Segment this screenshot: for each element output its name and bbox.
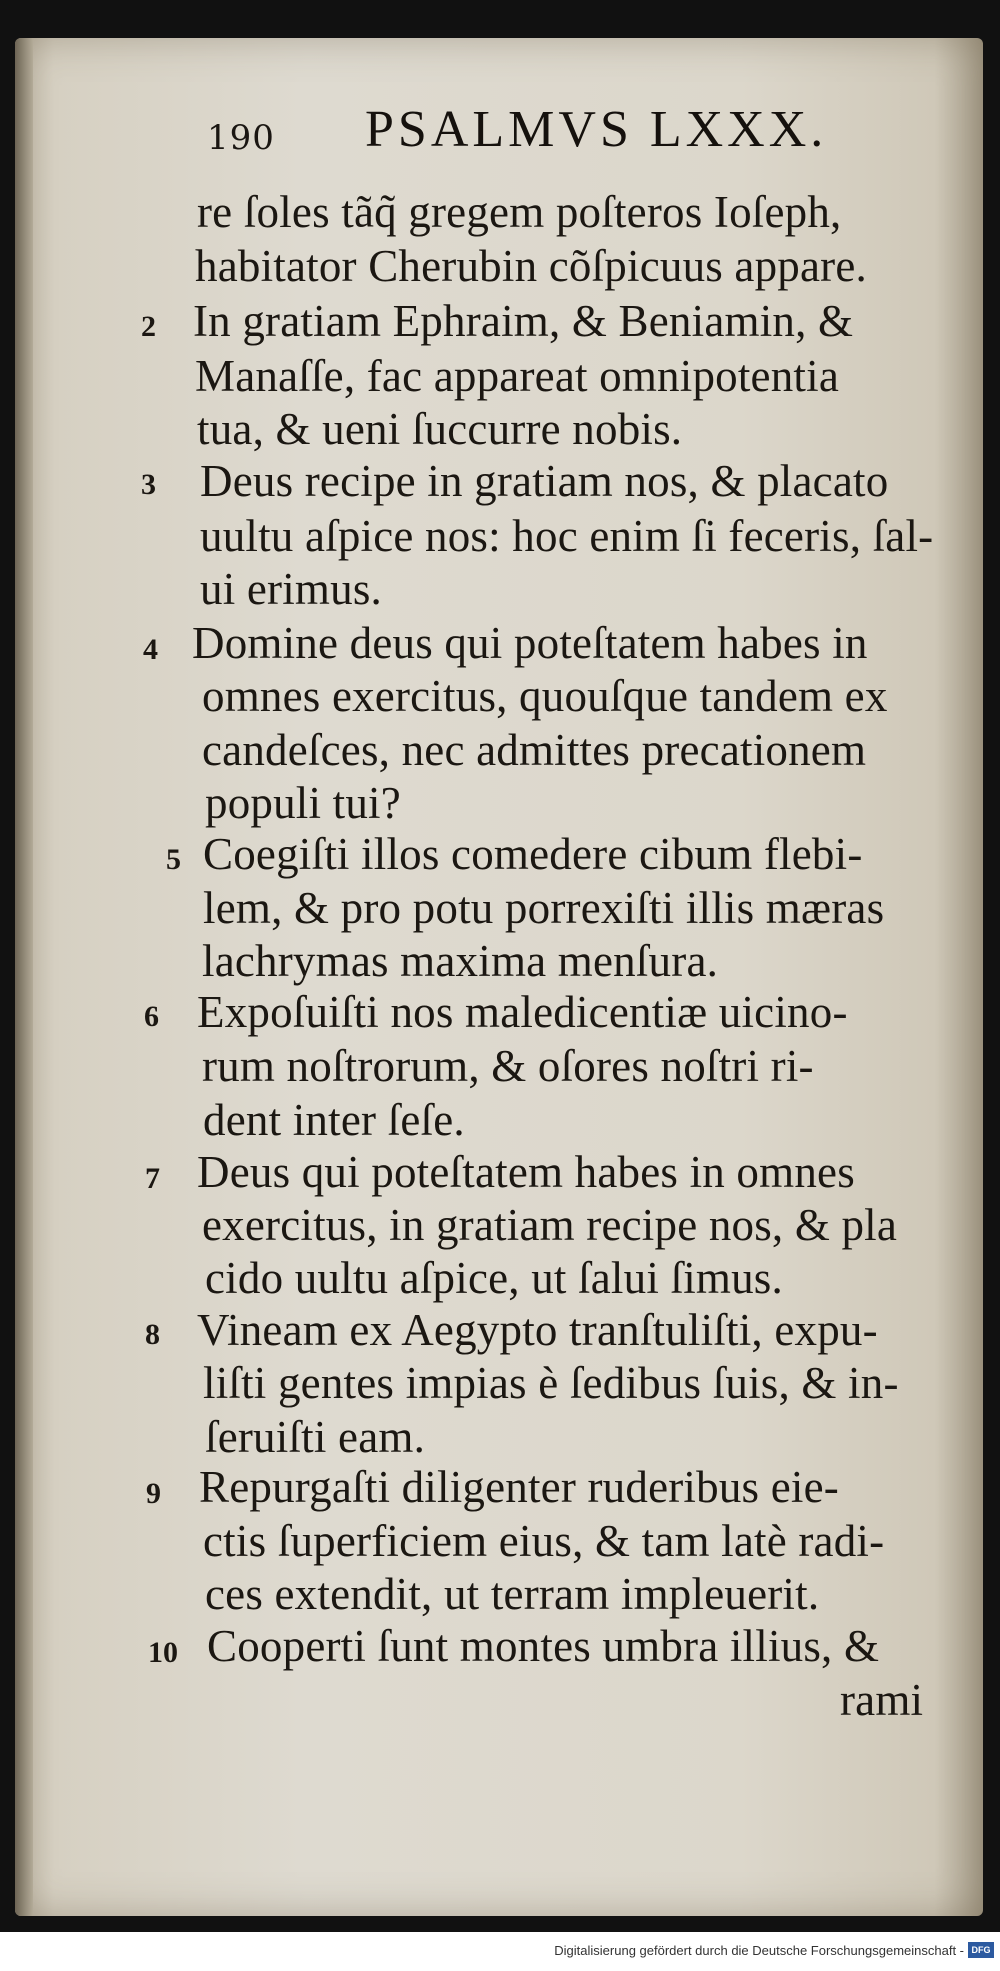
text-line: Deus recipe in gratiam nos, & placato [200,456,889,506]
text-line: tua, & ueni ſuccurre nobis. [197,404,683,454]
text-line: Deus qui poteſtatem habes in omnes [197,1147,855,1197]
text-line: Vineam ex Aegypto tranſtuliſti, expu- [197,1305,878,1355]
dfg-logo: DFG [968,1942,994,1958]
text-line: candeſces, nec admittes precationem [202,725,867,775]
verse-number: 6 [144,1000,159,1033]
text-line: liſti gentes impias è ſedibus ſuis, & in- [203,1358,899,1408]
digitization-footer [0,1932,1000,1971]
text-line: Repurgaſti diligenter ruderibus eie- [199,1462,839,1512]
verse-number: 4 [143,633,158,666]
text-line: exercitus, in gratiam recipe nos, & pla [202,1200,898,1250]
text-line: populi tui? [205,778,401,828]
text-line: rum noſtrorum, & oſores noſtri ri- [202,1041,814,1091]
text-line: ui erimus. [200,564,382,614]
text-line: Coegiſti illos comedere cibum flebi- [203,829,863,879]
text-line: ſeruiſti eam. [205,1412,426,1462]
text-line: In gratiam Ephraim, & Beniamin, & [193,296,854,346]
text-line: re ſoles tãq̃ gregem poſteros Ioſeph, [197,187,842,237]
verse-number: 3 [141,468,156,501]
text-line: omnes exercitus, quouſque tandem ex [202,671,888,721]
text-line: uultu aſpice nos: hoc enim ſi feceris, ſal- [200,511,934,561]
verse-number: 7 [145,1162,160,1195]
verse-number: 9 [146,1477,161,1510]
text-line: habitator Cherubin cõſpicuus appare. [195,241,867,291]
running-head: PSALMVS LXXX. [365,101,828,158]
verse-number: 10 [148,1636,178,1669]
verse-number: 5 [166,843,181,876]
text-line: lem, & pro potu porrexiſti illis mæras [203,883,885,933]
text-line: Expoſuiſti nos maledicentiæ uicino- [197,987,848,1037]
verse-number: 8 [145,1318,160,1351]
text-line: cido uultu aſpice, ut ſalui ſimus. [205,1253,783,1303]
page-number: 190 [207,118,275,158]
text-line: ces extendit, ut terram impleuerit. [205,1569,820,1619]
page-header [0,100,1000,180]
text-line: lachrymas maxima menſura. [202,936,719,986]
funding-credit: Digitalisierung gefördert durch die Deutsche Forschungsgemeinschaft - [554,1943,964,1958]
text-line: Domine deus qui poteſtatem habes in [192,618,868,668]
text-line: Cooperti ſunt montes umbra illius, & [207,1621,880,1671]
text-line: ctis ſuperficiem eius, & tam latè radi- [203,1516,885,1566]
page-spine-shadow [15,38,33,1916]
text-line: Manaſſe, fac appareat omnipotentia [195,351,840,401]
verse-number: 2 [141,310,156,343]
text-line: dent inter ſeſe. [203,1095,465,1145]
catchword: rami [840,1675,924,1725]
